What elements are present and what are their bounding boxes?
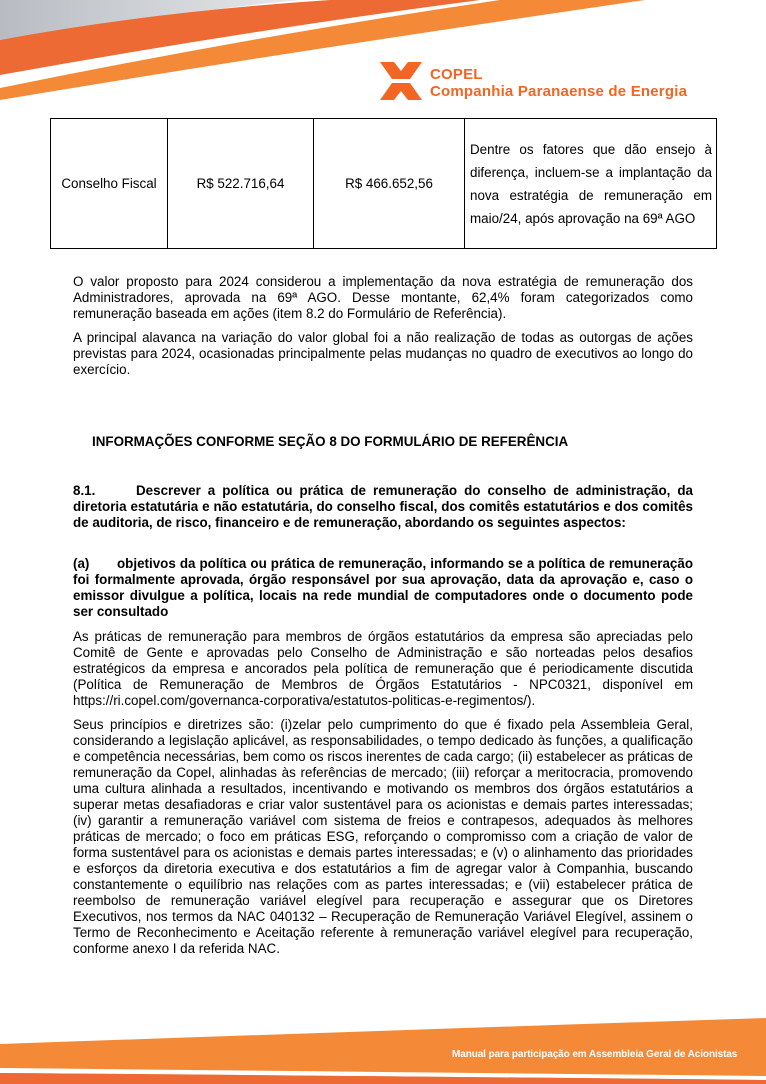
footer-text: Manual para participação em Assembleia Geral de Acionistas — [452, 1049, 738, 1060]
item-8-1 — [73, 483, 693, 531]
cell-note: Dentre os fatores que dão ensejo à diferença, incluem-se a implantação da nova estratégia de remuneração em maio/24, após aprovação na 69ª AGO — [465, 119, 717, 249]
paragraph-4: Seus princípios e diretrizes são: (i)zelar pelo cumprimento do que é fixado pela Assembleia Geral, considerando a legislação aplicável, as responsabilidades, o tempo dedicado às funções, a qualificação e competência necessárias, bem como os riscos inerentes de cada cargo; (ii) estabelecer as práticas de remuneração da Copel, alinhadas às referências de mercado; (iii) reforçar a meritocracia, promovendo uma cultura alinhada a resultados, incentivando e motivando os membros dos órgãos estatutários a superar metas desafiadoras e criar valor sustentável para os acionistas e demais partes interessadas; (iv) garantir a remuneração variável com sistema de freios e contrapesos, adequados às melhores práticas de mercado; o foco em práticas ESG, reforçando o compromisso com a criação de valor de forma sustentável para os acionistas e demais partes interessadas; e (v) o alinhamento das prioridades e esforços da diretoria executiva e dos estatutários a fim de agregar valor à Companhia, buscando constantemente o equilíbrio nas relações com as partes interessadas; e (vii) estabelecer prática de reembolso de remuneração variável elegível para recuperação e assegurar que os Diretores Executivos, nos termos da NAC 040132 – Recuperação de Remuneração Variável Elegível, assinem o Termo de Reconhecimento e Aceitação referente à remuneração variável elegível para recuperação, conforme anexo I da referida NAC. — [73, 717, 693, 956]
item-a-letter: (a) — [73, 556, 90, 571]
table-row — [51, 119, 717, 249]
item-8-1-text: Descrever a política ou prática de remuneração do conselho de administração, da diretoria estatutária e não estatutária, do conselho fiscal, dos comitês estatutários e dos comitês de auditoria, de risco, financeiro e de remuneração, abordando os seguintes aspectos: — [73, 483, 693, 530]
company-name: Companhia Paranaense de Energia — [430, 83, 688, 100]
section-heading: INFORMAÇÕES CONFORME SEÇÃO 8 DO FORMULÁRIO DE REFERÊNCIA — [92, 434, 569, 449]
item-a-text: objetivos da política ou prática de remuneração, informando se a política de remuneração foi formalmente aprovada, órgão responsável por sua aprovação, data da aprovação e, caso o emissor divulgue a política, locais na rede mundial de computadores onde o documento pode ser consultado — [73, 556, 693, 619]
item-8-1-number: 8.1. — [73, 483, 96, 498]
cell-value-b: R$ 466.652,56 — [314, 119, 465, 249]
compensation-table — [50, 118, 717, 249]
brand-name: COPEL — [430, 66, 483, 83]
footer-swoosh-decoration — [0, 1010, 766, 1084]
paragraph-2: A principal alavanca na variação do valor global foi a não realização de todas as outorgas de ações previstas para 2024, ocasionadas principalmente pelas mudanças no quadro de executivos ao longo do exercício. — [73, 330, 693, 377]
cell-value-a: R$ 522.716,64 — [168, 119, 314, 249]
item-a — [73, 556, 693, 620]
copel-logo-icon — [380, 62, 422, 100]
cell-body: Conselho Fiscal — [51, 119, 168, 249]
paragraph-1: O valor proposto para 2024 considerou a implementação da nova estratégia de remuneração dos Administradores, aprovada na 69ª AGO. Desse montante, 62,4% foram categorizados como remuneração baseada em ações (item 8.2 do Formulário de Referência). — [73, 274, 693, 321]
paragraph-3: As práticas de remuneração para membros de órgãos estatutários da empresa são apreciadas pelo Comitê de Gente e aprovadas pelo Conselho de Administração e são norteadas pelos desafios estratégicos da empresa e ancorados pela política de remuneração que é periodicamente discutida (Política de Remuneração de Membros de Órgãos Estatutários - NPC0321, disponível em https://ri.copel.com/governanca-corporativa/estatutos-politicas-e-regimentos/). — [73, 629, 693, 708]
